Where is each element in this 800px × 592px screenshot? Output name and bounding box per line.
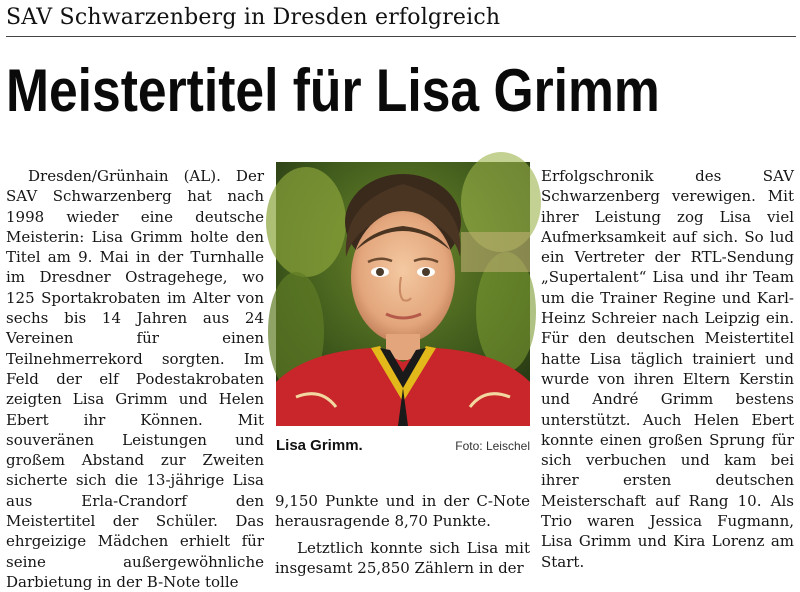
body-paragraph: Erfolgschronik des SAV Schwarzenberg verewigen. Mit ihrer Leistung zog Lisa viel Aufmerksamkeit auf sich. So lud ein Vertreter der RTL-Sendung „Supertalent“ Lisa und ihr Team um die Trainer Regine und Karl-Heinz Schreier nach Leipzig ein. Für den deutschen Meistertitel hatte Lisa täglich trainiert und wurde von ihren Eltern Kerstin und André Grimm bestens unterstützt. Auch Helen Ebert konnte einen großen Sprung für sich verbuchen und kam bei ihrer ersten deutschen Meisterschaft auf Rang 10. Als Trio waren Jessica Fugmann, Lisa Grimm und Kira Lorenz am Start.	[541, 167, 794, 571]
body-paragraph: Dresden/Grünhain (AL). Der SAV Schwarzenberg hat nach 1998 wieder eine deutsche Meisterin: Lisa Grimm holte den Titel am 9. Mai in der Turnhalle im Dresdner Ostragehege, wo 125 Sportakrobaten im Alter von sechs bis 14 Jahren aus 24 Vereinen für einen Teilnehmerrekord sorgten. Im Feld der elf Podestakrobaten zeigten Lisa Grimm und Helen Ebert ihr Können. Mit souveränen Leistungen und großem Abstand zur Zweiten sicherte sich die 13-jährige Lisa aus Erla-Crandorf den Meistertitel der Schüler. Das ehrgeizige Mädchen erhielt für seine außergewöhnliche Darbietung in der B-Note tolle	[6, 167, 264, 591]
photo-credit: Foto: Leischel	[455, 439, 530, 453]
text-column-2	[275, 491, 530, 578]
portrait-illustration	[276, 162, 530, 426]
caption-name: Lisa Grimm.	[276, 437, 363, 454]
article-kicker: SAV Schwarzenberg in Dresden erfolgreich	[6, 5, 501, 30]
kicker-divider	[6, 36, 796, 37]
photo-caption	[276, 437, 530, 459]
article-photo	[276, 162, 530, 426]
text-column-1	[6, 166, 264, 592]
article-headline: Meistertitel für Lisa Grimm	[6, 57, 660, 124]
body-paragraph: 9,150 Punkte und in der C-Note herausragende 8,70 Punkte.	[275, 492, 530, 531]
text-column-3	[541, 166, 794, 572]
body-paragraph: Letztlich konnte sich Lisa mit insgesamt 25,850 Zählern in der	[275, 538, 530, 577]
